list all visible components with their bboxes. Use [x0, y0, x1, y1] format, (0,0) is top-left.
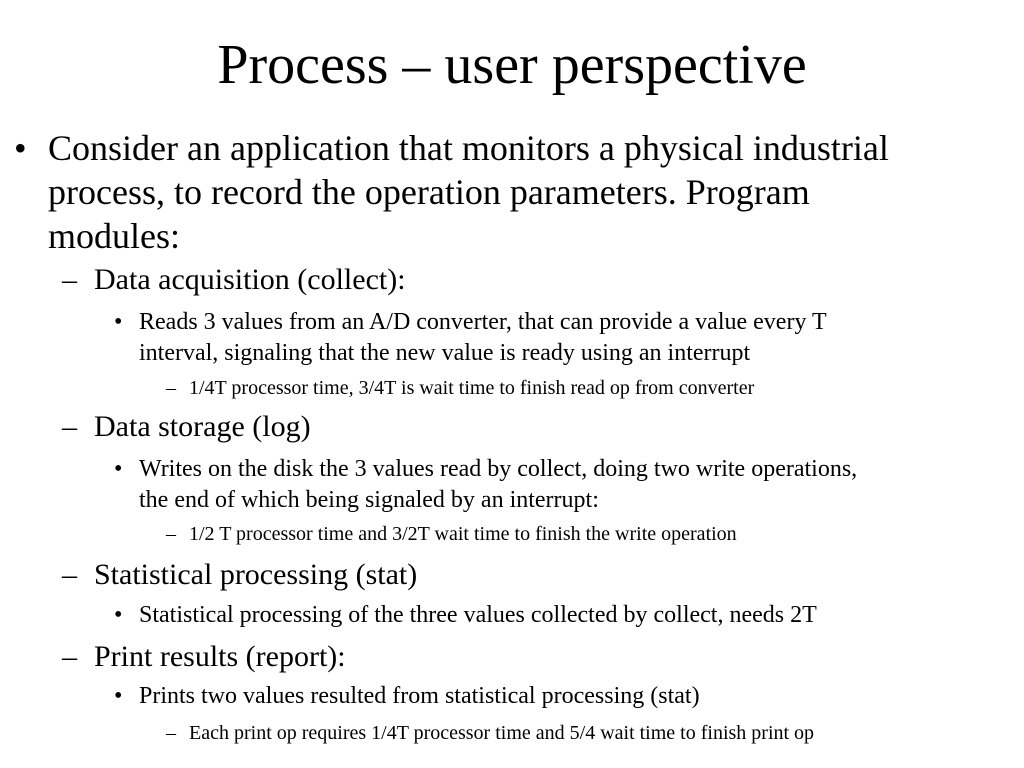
module-detail: Each print op requires 1/4T processor time and 5/4 wait time to finish print op [189, 722, 815, 744]
main-bullet-line: process, to record the operation parameters. Program [48, 172, 810, 212]
module-heading-report [0, 640, 1024, 674]
module-description-line: Statistical processing of the three values collected by collect, needs 2T [139, 602, 817, 628]
module-description-line: interval, signaling that the new value is ready using an interrupt [139, 340, 751, 366]
module-detail-collect [0, 376, 1024, 400]
module-heading: Print results (report): [94, 640, 346, 673]
main-bullet-line: Consider an application that monitors a physical industrial [48, 128, 889, 168]
slide-title: Process – user perspective [217, 34, 807, 96]
main-bullet-line: modules: [48, 216, 180, 256]
module-description-log [0, 454, 1024, 516]
bullet-marker: • [114, 309, 123, 335]
module-detail-report [0, 721, 1024, 745]
module-detail: 1/4T processor time, 3/4T is wait time to finish read op from converter [189, 377, 755, 399]
module-detail-log [0, 522, 1024, 546]
module-heading-log [0, 410, 1024, 444]
bullet-marker: • [114, 456, 123, 482]
dash-marker: – [62, 640, 77, 673]
main-bullet-item [0, 126, 1024, 258]
dash-marker: – [62, 263, 77, 296]
module-description-collect [0, 307, 1024, 369]
module-description-line: Reads 3 values from an A/D converter, that can provide a value every T [139, 309, 827, 335]
bullet-marker: • [114, 602, 123, 628]
dash-marker: – [166, 722, 176, 744]
module-heading: Statistical processing (stat) [94, 558, 418, 591]
module-description-line: Writes on the disk the 3 values read by collect, doing two write operations, [139, 456, 858, 482]
module-description-line: Prints two values resulted from statistical processing (stat) [139, 683, 700, 709]
module-heading-collect [0, 263, 1024, 297]
module-heading-stat [0, 558, 1024, 592]
dash-marker: – [166, 377, 176, 399]
bullet-marker: • [114, 683, 123, 709]
dash-marker: – [62, 410, 77, 443]
dash-marker: – [62, 558, 77, 591]
module-description-stat [0, 600, 1024, 631]
module-heading: Data acquisition (collect): [94, 263, 406, 296]
bullet-marker: • [14, 128, 27, 168]
module-description-report [0, 681, 1024, 712]
module-heading: Data storage (log) [94, 410, 311, 443]
module-detail: 1/2 T processor time and 3/2T wait time to finish the write operation [189, 523, 737, 545]
dash-marker: – [166, 523, 176, 545]
module-description-line: the end of which being signaled by an interrupt: [139, 487, 599, 513]
